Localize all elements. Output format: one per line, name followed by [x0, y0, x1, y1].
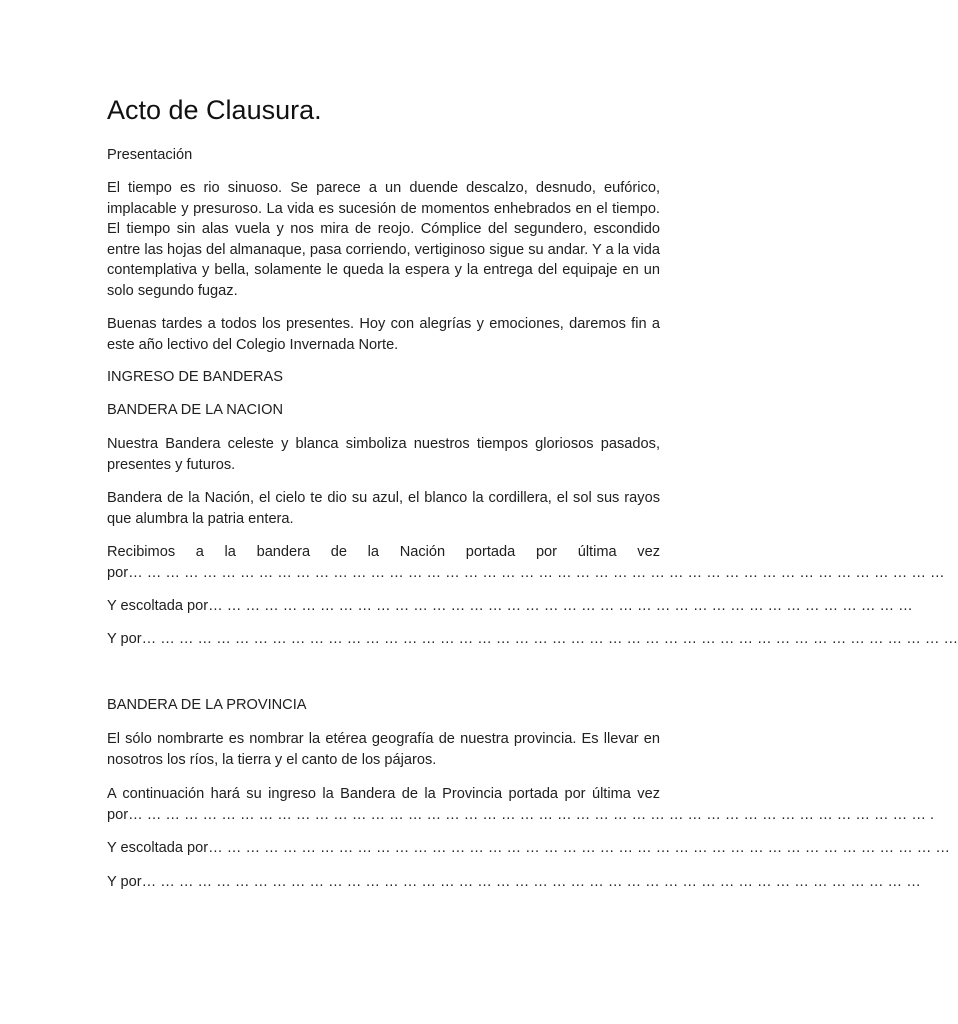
nacion-recibimos-line: Recibimos a la bandera de la Nación portada por última vez	[107, 544, 660, 560]
document-title: Acto de Clausura.	[107, 95, 322, 125]
nacion-portada-por-blank: por… … … … … … … … … … … … … … … … … … … … … … … … … … … … … … … … … … … … … … … … … … … …	[107, 565, 945, 581]
bandera-provincia-heading: BANDERA DE LA PROVINCIA	[107, 697, 307, 713]
provincia-continuacion-line: A continuación hará su ingreso la Bandera de la Provincia portada por última vez	[107, 786, 660, 802]
bandera-nacion-heading: BANDERA DE LA NACION	[107, 402, 283, 418]
provincia-paragraph-1: El sólo nombrarte es nombrar la etérea geografía de nuestra provincia. Es llevar en nosotros los ríos, la tierra y el canto de los pájaros.	[107, 731, 660, 768]
intro-paragraph: El tiempo es rio sinuoso. Se parece a un duende descalzo, desnudo, eufórico, implacable y presuroso. La vida es sucesión de momentos enhebrados en el tiempo. El tiempo sin alas vuela y nos mira de reojo. Cómplice del segundero, escondido entre las hojas del almanaque, pasa corriendo, vertiginoso sigue su andar. Y a la vida contemplativa y bella, solamente le queda la espera y la entrega del equipaje en un solo segundo fugaz.	[107, 180, 660, 299]
nacion-paragraph-1: Nuestra Bandera celeste y blanca simboliza nuestros tiempos gloriosos pasados, presentes y futuros.	[107, 436, 660, 473]
presentacion-heading: Presentación	[107, 147, 193, 163]
welcome-paragraph: Buenas tardes a todos los presentes. Hoy con alegrías y emociones, daremos fin a este año lectivo del Colegio Invernada Norte.	[107, 316, 660, 353]
provincia-portada-por-blank: por… … … … … … … … … … … … … … … … … … … … … … … … … … … … … … … … … … … … … … … … … … … .	[107, 807, 935, 823]
nacion-y-por-blank: Y por… … … … … … … … … … … … … … … … … … … … … … … … … … … … … … … … … … … … … … … … … … … …	[107, 631, 958, 647]
provincia-escoltada-blank: Y escoltada por… … … … … … … … … … … … … … … … … … … … … … … … … … … … … … … … … … … … … … … …	[107, 840, 951, 856]
ingreso-heading: INGRESO DE BANDERAS	[107, 369, 283, 385]
provincia-y-por-blank: Y por… … … … … … … … … … … … … … … … … … … … … … … … … … … … … … … … … … … … … … … … … …	[107, 874, 921, 890]
nacion-paragraph-2: Bandera de la Nación, el cielo te dio su azul, el blanco la cordillera, el sol sus rayos que alumbra la patria entera.	[107, 490, 660, 527]
nacion-escoltada-blank: Y escoltada por… … … … … … … … … … … … … … … … … … … … … … … … … … … … … … … … … … … … … …	[107, 598, 913, 614]
